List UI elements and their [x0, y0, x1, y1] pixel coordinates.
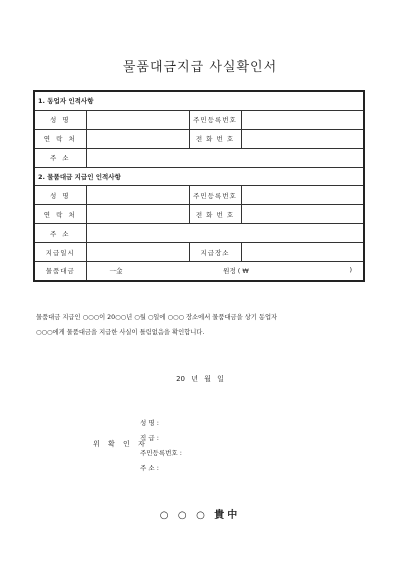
- section1-header-row: [34, 91, 364, 110]
- pay-place-label: 지급장소: [189, 243, 241, 262]
- goods-amount-field[interactable]: [86, 262, 364, 281]
- confirmer-resident-id-field[interactable]: 주민등록번호 :: [140, 449, 182, 457]
- section2-address-row: [34, 224, 364, 243]
- section2-payment-row: [34, 243, 364, 262]
- confirmer-position-field[interactable]: 직 급 :: [140, 434, 159, 442]
- section1-name-field[interactable]: [86, 110, 189, 129]
- confirmer-label: 위 확 인 자: [93, 440, 148, 448]
- section1-phone-field[interactable]: [241, 129, 364, 148]
- section2-resident-id-field[interactable]: [241, 186, 364, 205]
- recipient-signature: ○ ○ ○ 貴中: [159, 510, 241, 521]
- amount-prefix: 一金: [109, 267, 123, 276]
- section2-address-label: 주 소: [34, 224, 86, 243]
- section2-resident-id-label: 주민등록번호: [189, 186, 241, 205]
- section1-contact-label: 연 락 처: [34, 129, 86, 148]
- section2-name-label: 성 명: [34, 186, 86, 205]
- section1-resident-id-label: 주민등록번호: [189, 110, 241, 129]
- section1-contact-row: [34, 129, 364, 148]
- amount-unit: 원정 ( ₩: [223, 267, 249, 276]
- section2-phone-label: 전 화 번 호: [189, 205, 241, 224]
- section2-contact-field[interactable]: [86, 205, 189, 224]
- document-date: 20 년 월 일: [176, 375, 224, 383]
- pay-date-label: 지급일시: [34, 243, 86, 262]
- section1-heading: 1. 동업자 인적사항: [34, 91, 364, 110]
- section1-phone-label: 전 화 번 호: [189, 129, 241, 148]
- section1-address-field[interactable]: [86, 148, 364, 167]
- section1-name-row: [34, 110, 364, 129]
- section1-address-row: [34, 148, 364, 167]
- section1-name-label: 성 명: [34, 110, 86, 129]
- confirmation-paragraph: [36, 310, 371, 340]
- amount-close: ): [349, 266, 353, 275]
- info-form-table: [33, 90, 365, 282]
- pay-date-field[interactable]: [86, 243, 189, 262]
- confirmer-name-field[interactable]: 성 명 :: [140, 419, 159, 427]
- section2-amount-row: [34, 262, 364, 281]
- section2-contact-label: 연 락 처: [34, 205, 86, 224]
- section2-name-row: [34, 186, 364, 205]
- section2-contact-row: [34, 205, 364, 224]
- section1-address-label: 주 소: [34, 148, 86, 167]
- section1-resident-id-field[interactable]: [241, 110, 364, 129]
- goods-amount-label: 물품대금: [34, 262, 86, 281]
- paragraph-line-2: ○○○에게 물품대금을 지급한 사실이 틀림없음을 확인합니다.: [36, 329, 205, 336]
- section2-heading: 2. 물품대금 지급인 인적사항: [34, 167, 364, 186]
- paragraph-line-1: 물품대금 지급인 ○○○이 20○○년 ○월 ○일에 ○○○ 장소에서 물품대금을 상기 동업자: [36, 314, 278, 321]
- section2-address-field[interactable]: [86, 224, 364, 243]
- confirmer-address-field[interactable]: 주 소 :: [140, 464, 159, 472]
- section2-header-row: [34, 167, 364, 186]
- section2-name-field[interactable]: [86, 186, 189, 205]
- section2-phone-field[interactable]: [241, 205, 364, 224]
- pay-place-field[interactable]: [241, 243, 364, 262]
- section1-contact-field[interactable]: [86, 129, 189, 148]
- document-title: 물품대금지급 사실확인서: [122, 60, 278, 75]
